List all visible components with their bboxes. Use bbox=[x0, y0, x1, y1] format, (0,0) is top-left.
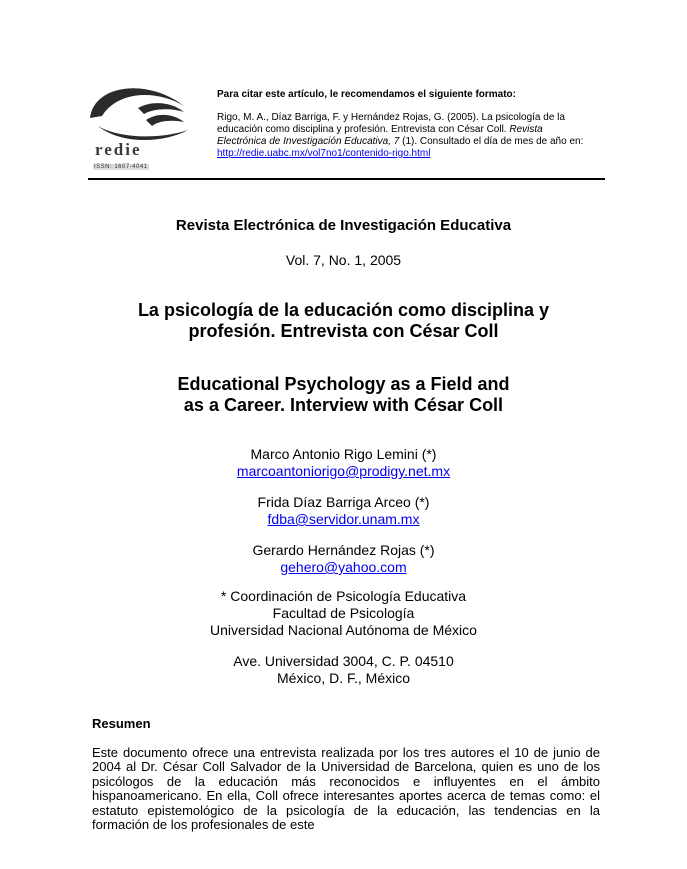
institution-line-3: Universidad Nacional Autónoma de México bbox=[210, 622, 477, 638]
cite-journal-word: Revista bbox=[509, 124, 543, 135]
cite-url-link[interactable]: http://redie.uabc.mx/vol7no1/contenido-rigo.html bbox=[217, 148, 431, 159]
title-en-line-2: as a Career. Interview with César Coll bbox=[183, 395, 504, 415]
author-name: Gerardo Hernández Rojas (*) bbox=[252, 542, 435, 558]
title-es-line-2: profesión. Entrevista con César Coll bbox=[188, 321, 499, 341]
address-line-1: Ave. Universidad 3004, C. P. 04510 bbox=[233, 653, 454, 669]
author-block-1 bbox=[0, 446, 687, 480]
cite-url-line bbox=[217, 148, 600, 160]
cite-line-2-text: educación como disciplina y profesión. Entrevista con César Coll. bbox=[217, 124, 507, 135]
author-email-link[interactable]: fdba@servidor.unam.mx bbox=[267, 511, 420, 527]
volume-info: Vol. 7, No. 1, 2005 bbox=[285, 252, 402, 268]
address bbox=[0, 653, 687, 687]
title-en-line-1: Educational Psychology as a Field and bbox=[177, 374, 510, 394]
cite-line-3-rest: (1). Consultado el día de mes de año en: bbox=[399, 136, 584, 147]
address-line-2: México, D. F., México bbox=[276, 670, 411, 686]
redie-logo bbox=[88, 78, 193, 174]
institution-line-1: * Coordinación de Psicología Educativa bbox=[220, 588, 467, 604]
author-email-link[interactable]: marcoantoniorigo@prodigy.net.mx bbox=[236, 463, 451, 479]
author-block-3 bbox=[0, 542, 687, 576]
cite-title: Para citar este artículo, le recomendamos el siguiente formato: bbox=[217, 89, 516, 100]
cite-journal-italic: Electrónica de Investigación Educativa, 7 bbox=[217, 136, 400, 147]
author-name: Marco Antonio Rigo Lemini (*) bbox=[250, 446, 437, 462]
journal-name: Revista Electrónica de Investigación Educativa bbox=[175, 217, 512, 234]
citation-header bbox=[88, 72, 605, 179]
title-es-line-1: La psicología de la educación como disciplina y bbox=[137, 300, 550, 320]
author-block-2 bbox=[0, 494, 687, 528]
institution-line-2: Facultad de Psicología bbox=[272, 605, 415, 621]
cite-line-1: Rigo, M. A., Díaz Barriga, F. y Hernández Rojas, G. (2005). La psicología de la bbox=[217, 112, 565, 123]
resumen-text: Este documento ofrece una entrevista realizada por los tres autores el 10 de junio de 2004 al Dr. César Coll Salvador de la Universidad de Barcelona, quien es uno de los psicólogos de la educación más reconocidos e influyentes en el ámbito hispanoamericano. En ella, Coll ofrece interesantes aportes acerca de temas como: el estatuto epistemológico de la psicología de la educación, las tendencias en la formación de los profesionales de este bbox=[92, 745, 600, 833]
title-spanish bbox=[0, 300, 687, 342]
cite-body bbox=[217, 112, 600, 160]
redie-logo-swoosh bbox=[88, 78, 193, 148]
cite-line-3 bbox=[217, 136, 600, 148]
author-name: Frida Díaz Barriga Arceo (*) bbox=[257, 494, 430, 510]
resumen-heading: Resumen bbox=[92, 716, 151, 731]
logo-issn: ISSN: 1607-4041 bbox=[94, 164, 148, 170]
header-divider bbox=[88, 178, 605, 180]
institution bbox=[0, 588, 687, 639]
logo-wordmark: redie bbox=[95, 140, 142, 159]
author-email-link[interactable]: gehero@yahoo.com bbox=[280, 559, 407, 575]
title-english bbox=[0, 374, 687, 416]
cite-line-2 bbox=[217, 124, 600, 136]
